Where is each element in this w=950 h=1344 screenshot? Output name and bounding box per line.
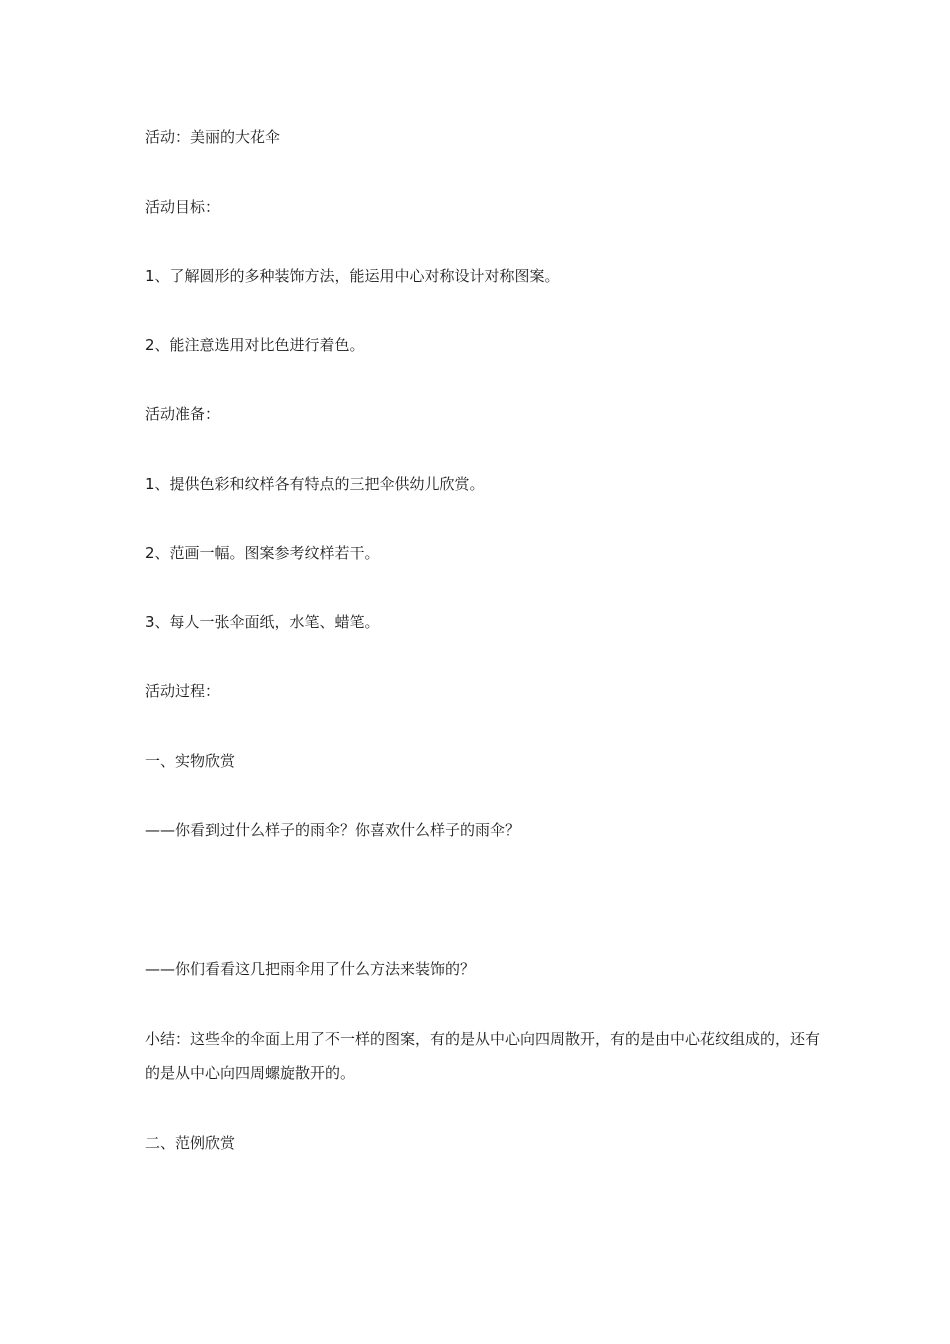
document-title: 活动：美丽的大花伞 [145,128,281,146]
prep-item: 3、每人一张伞面纸，水笔、蜡笔。 [145,613,380,631]
goals-heading: 活动目标： [145,198,221,216]
question-line: ——你们看看这几把雨伞用了什么方法来装饰的？ [145,960,476,978]
prep-heading: 活动准备： [145,405,221,423]
goal-item: 1、了解圆形的多种装饰方法，能运用中心对称设计对称图案。 [145,267,560,285]
section-heading: 一、实物欣赏 [145,752,236,770]
summary-paragraph: 小结：这些伞的伞面上用了不一样的图案，有的是从中心向四周散开，有的是由中心花纹组成的，还有的是从中心向四周螺旋散开的。 [145,1030,821,1082]
question-line: ——你看到过什么样子的雨伞？你喜欢什么样子的雨伞？ [145,821,521,839]
section-heading: 二、范例欣赏 [145,1134,236,1152]
goal-item: 2、能注意选用对比色进行着色。 [145,336,365,354]
process-heading: 活动过程： [145,682,221,700]
prep-item: 1、提供色彩和纹样各有特点的三把伞供幼儿欣赏。 [145,475,485,493]
prep-item: 2、范画一幅。图案参考纹样若干。 [145,544,380,562]
